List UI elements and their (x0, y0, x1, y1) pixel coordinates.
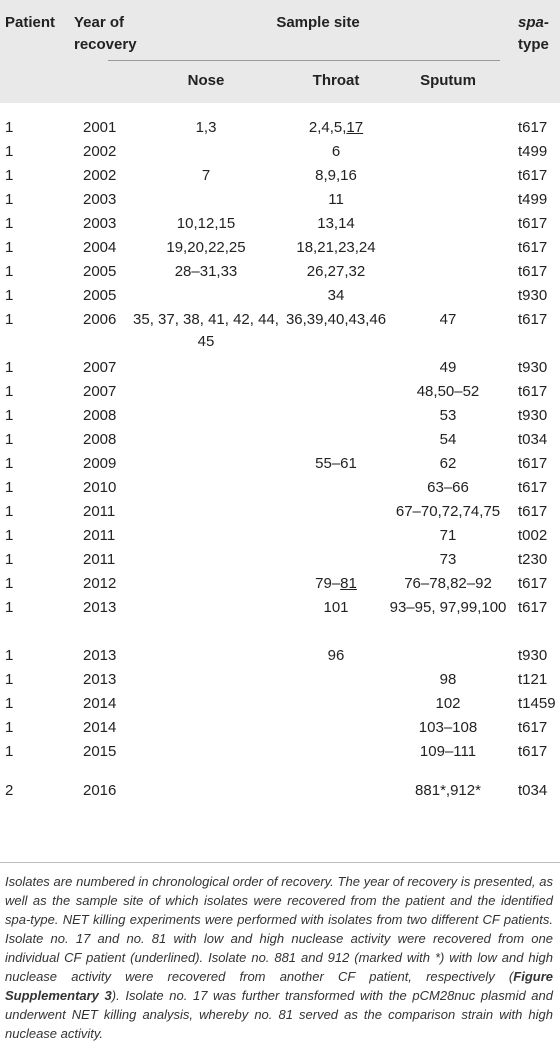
spa-type-cell: t930 (518, 287, 548, 304)
spa-type-cell: t617 (518, 167, 548, 184)
year-cell: 2008 (83, 407, 117, 424)
nose-cell: 1,3 (195, 119, 217, 136)
spa-type-cell: t617 (518, 215, 548, 232)
sputum-cell: 103–108 (418, 719, 478, 736)
throat-value: 8,9,16 (315, 167, 357, 184)
throat-value: 18,21,23,24 (296, 239, 376, 256)
throat-cell (332, 141, 340, 163)
patient-cell: 1 (5, 599, 14, 616)
sputum-cell: 62 (439, 455, 457, 472)
patient-cell: 1 (5, 239, 14, 256)
nose-cell: 28–31,33 (174, 263, 238, 280)
spa-type-cell: t617 (518, 743, 548, 760)
table-header (0, 0, 560, 103)
sputum-cell: 71 (439, 527, 457, 544)
header-sample-site: Sample site (276, 14, 360, 31)
sputum-cell: 76–78,82–92 (404, 575, 492, 592)
year-cell: 2001 (83, 119, 117, 136)
header-spa-line1: spa- (518, 14, 549, 31)
sputum-cell: 63–66 (427, 479, 469, 496)
patient-cell: 1 (5, 407, 14, 424)
year-cell: 2011 (83, 551, 116, 568)
footnote-text-2: ). Isolate no. 17 was further transformed with the pCM28nuc plasmid and underwent NET killing analysis, whereby no. 81 served as the comparison strain with high nuclease activity. (5, 988, 553, 1041)
throat-value: 36,39,40,43,46 (285, 311, 387, 328)
year-cell: 2003 (83, 215, 117, 232)
header-patient: Patient (5, 14, 56, 31)
year-cell: 2007 (83, 359, 117, 376)
patient-cell: 1 (5, 143, 14, 160)
patient-cell: 1 (5, 311, 14, 328)
spa-type-cell: t617 (518, 239, 548, 256)
nose-cell: 7 (201, 167, 211, 184)
sputum-cell: 53 (439, 407, 457, 424)
throat-value: 2,4,5, (308, 119, 347, 136)
patient-cell: 1 (5, 647, 14, 664)
throat-value: 79– (315, 575, 341, 592)
sputum-cell: 47 (439, 311, 457, 328)
spa-type-cell: t617 (518, 479, 548, 496)
sputum-cell: 102 (435, 695, 461, 712)
patient-cell: 1 (5, 527, 14, 544)
year-cell: 2011 (83, 503, 116, 520)
throat-cell (315, 453, 357, 475)
patient-cell: 1 (5, 455, 14, 472)
throat-value: 101 (323, 599, 349, 616)
patient-cell: 1 (5, 743, 14, 760)
throat-cell (286, 309, 386, 331)
year-cell: 2007 (83, 383, 117, 400)
patient-cell: 1 (5, 191, 14, 208)
table-footnote (5, 872, 553, 1043)
spa-type-cell: t034 (518, 782, 548, 799)
year-cell: 2006 (83, 311, 117, 328)
spa-type-cell: t617 (518, 119, 548, 136)
patient-cell: 1 (5, 167, 14, 184)
patient-cell: 1 (5, 695, 14, 712)
throat-cell (317, 213, 355, 235)
spa-type-cell: t1459 (518, 695, 556, 712)
throat-cell (315, 573, 357, 595)
throat-cell (328, 285, 345, 307)
throat-cell (328, 645, 345, 667)
spa-type-cell: t230 (518, 551, 548, 568)
throat-underlined-isolate: 17 (346, 119, 364, 136)
table-bottom-rule (0, 862, 560, 863)
year-cell: 2002 (83, 167, 117, 184)
spa-type-cell: t499 (518, 191, 548, 208)
spa-type-cell: t121 (518, 671, 548, 688)
year-cell: 2016 (83, 782, 117, 799)
sputum-cell: 73 (439, 551, 457, 568)
patient-cell: 1 (5, 287, 14, 304)
header-nose: Nose (187, 72, 225, 89)
throat-cell (309, 117, 363, 139)
patient-cell: 1 (5, 671, 14, 688)
header-sputum: Sputum (420, 72, 476, 89)
throat-cell (315, 165, 357, 187)
throat-value: 13,14 (317, 215, 355, 232)
header-spa-line2: type (518, 36, 549, 53)
spa-type-cell: t617 (518, 455, 548, 472)
patient-cell: 1 (5, 431, 14, 448)
patient-cell: 1 (5, 575, 14, 592)
patient-cell: 1 (5, 383, 14, 400)
spa-type-cell: t930 (518, 359, 548, 376)
patient-cell: 1 (5, 359, 14, 376)
sputum-cell: 881*,912* (415, 782, 481, 799)
year-cell: 2011 (83, 527, 116, 544)
throat-value: 96 (327, 647, 345, 664)
year-cell: 2008 (83, 431, 117, 448)
patient-cell: 1 (5, 719, 14, 736)
throat-underlined-isolate: 81 (340, 575, 357, 592)
spa-type-cell: t930 (518, 647, 548, 664)
year-cell: 2003 (83, 191, 117, 208)
year-cell: 2015 (83, 743, 117, 760)
header-year-line2: recovery (74, 36, 137, 53)
nose-cell: 10,12,15 (176, 215, 236, 232)
header-throat: Throat (312, 72, 360, 89)
spa-type-cell: t617 (518, 599, 548, 616)
patient-cell: 1 (5, 215, 14, 232)
spa-type-cell: t617 (518, 575, 548, 592)
patient-cell: 1 (5, 479, 14, 496)
patient-cell: 1 (5, 551, 14, 568)
year-cell: 2014 (83, 719, 117, 736)
throat-cell (323, 597, 348, 619)
year-cell: 2013 (83, 599, 117, 616)
year-cell: 2012 (83, 575, 117, 592)
year-cell: 2005 (83, 287, 117, 304)
spa-type-cell: t002 (518, 527, 548, 544)
throat-value: 34 (327, 287, 345, 304)
spa-type-cell: t617 (518, 503, 548, 520)
sputum-cell: 98 (439, 671, 457, 688)
year-cell: 2014 (83, 695, 117, 712)
sputum-cell: 49 (439, 359, 457, 376)
throat-cell (296, 237, 375, 259)
patient-cell: 1 (5, 503, 14, 520)
spa-type-cell: t930 (518, 407, 548, 424)
spa-type-cell: t617 (518, 263, 548, 280)
year-cell: 2005 (83, 263, 117, 280)
spa-type-cell: t499 (518, 143, 548, 160)
spa-type-cell: t034 (518, 431, 548, 448)
nose-cell: 35, 37, 38, 41, 42, 44, 45 (133, 311, 279, 350)
sputum-cell: 93–95, 97,99,100 (389, 599, 507, 616)
spa-type-cell: t617 (518, 383, 548, 400)
year-cell: 2004 (83, 239, 117, 256)
header-year-line1: Year of (74, 14, 125, 31)
year-cell: 2013 (83, 647, 117, 664)
patient-cell: 1 (5, 119, 14, 136)
spa-type-cell: t617 (518, 311, 548, 328)
figure-reference-link[interactable]: Figure Supplementary 3 (5, 969, 553, 1003)
year-cell: 2009 (83, 455, 117, 472)
throat-value: 26,27,32 (306, 263, 366, 280)
throat-cell (328, 189, 344, 211)
nose-cell: 19,20,22,25 (166, 239, 246, 256)
year-cell: 2013 (83, 671, 117, 688)
throat-cell (307, 261, 365, 283)
throat-value: 11 (328, 191, 344, 208)
throat-value: 55–61 (315, 455, 357, 472)
footnote-text-1: Isolates are numbered in chronological order of recovery. The year of recovery is presented, as well as the sample site of which isolates were recovered from the patient and the identified spa-type. NET killing experiments were performed with isolates from two different CF patients. Isolate no. 17 and no. 81 with low and high nuclease activity were recovered from one individual CF patient (underlined). Isolate no. 881 and 912 (marked with *) with low and high nuclease activity were recovered from another CF patient, respectively ( (5, 874, 553, 984)
sputum-cell: 67–70,72,74,75 (395, 503, 501, 520)
year-cell: 2010 (83, 479, 117, 496)
header-divider (108, 60, 500, 61)
patient-cell: 2 (5, 782, 14, 799)
sputum-cell: 48,50–52 (416, 383, 480, 400)
sputum-cell: 54 (439, 431, 457, 448)
throat-value: 6 (331, 143, 341, 160)
spa-type-cell: t617 (518, 719, 548, 736)
year-cell: 2002 (83, 143, 117, 160)
patient-cell: 1 (5, 263, 14, 280)
sputum-cell: 109–111 (419, 743, 477, 760)
